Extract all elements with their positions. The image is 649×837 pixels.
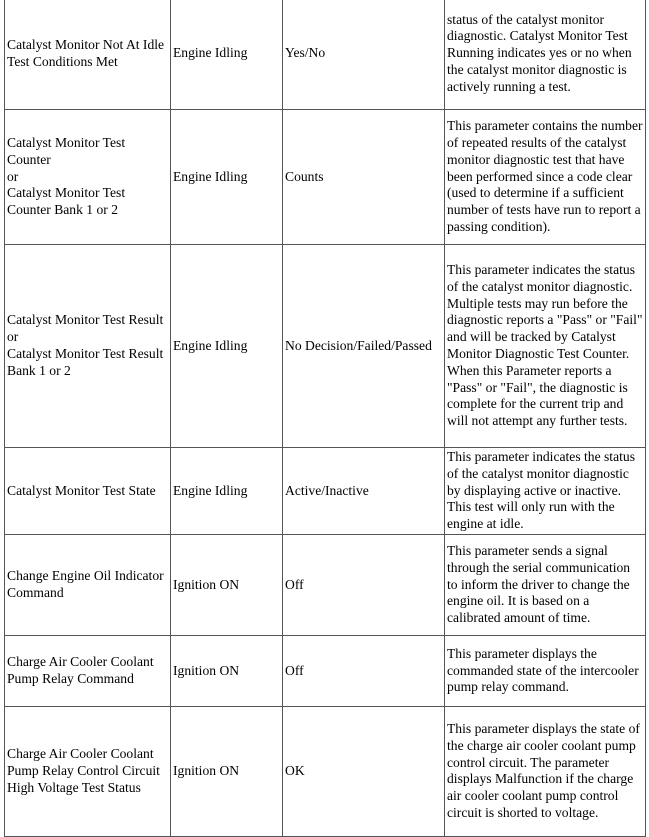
condition-cell: Ignition ON: [171, 707, 283, 837]
values-cell: Counts: [283, 110, 445, 245]
description-cell: This parameter indicates the status of the catalyst monitor diagnostic. Multiple tests may run before the diagnostic reports a "Pass" or "Fail" and will be tracked by Catalyst Monitor Diagnostic Test Counter. When this Parameter reports a "Pass" or "Fail", the diagnostic is complete for the current trip and will not attempt any further tests.: [445, 245, 646, 448]
parameter-name: Charge Air Cooler Coolant Pump Relay Control Circuit High Voltage Test Status: [7, 746, 160, 795]
description-cell: This parameter displays the state of the charge air cooler coolant pump control circuit. The parameter displays Malfunction if the charge air cooler coolant pump control circuit is shorted to voltage.: [445, 707, 646, 837]
parameter-name-alt: Catalyst Monitor Test Counter Bank 1 or 2: [7, 185, 126, 218]
parameter-name-or: or: [7, 329, 19, 345]
parameter-name: Charge Air Cooler Coolant Pump Relay Command: [7, 654, 154, 686]
parameter-name: Catalyst Monitor Not At Idle Test Conditions Met: [7, 36, 165, 69]
condition-cell: Engine Idling: [171, 245, 283, 448]
parameter-name-cell: [5, 636, 171, 707]
description-cell: This parameter sends a signal through the serial communication to inform the driver to change the engine oil. It is based on a calibrated amount of time.: [445, 535, 646, 636]
table-row: [5, 0, 646, 110]
parameter-name-cell: [5, 0, 171, 110]
parameter-name-alt: Catalyst Monitor Test Result Bank 1 or 2: [7, 346, 164, 378]
parameter-name: Catalyst Monitor Test State: [7, 482, 156, 498]
parameter-name-cell: [5, 448, 171, 535]
condition-cell: Engine Idling: [171, 448, 283, 535]
parameter-name: Catalyst Monitor Test Result: [7, 312, 164, 328]
condition-cell: Engine Idling: [171, 110, 283, 245]
parameter-name: Catalyst Monitor Test Counter: [7, 135, 126, 167]
parameter-name-cell: [5, 535, 171, 636]
parameter-table: [4, 0, 646, 837]
values-cell: Off: [283, 636, 445, 707]
parameter-name-cell: [5, 707, 171, 837]
description-cell: status of the catalyst monitor diagnostic. Catalyst Monitor Test Running indicates yes or no when the catalyst monitor diagnostic is actively running a test.: [445, 0, 646, 110]
table-row: [5, 245, 646, 448]
parameter-name-cell: [5, 110, 171, 245]
table-row: [5, 636, 646, 707]
condition-cell: Ignition ON: [171, 535, 283, 636]
values-cell: OK: [283, 707, 445, 837]
table-row: [5, 535, 646, 636]
document-page: [4, 0, 645, 820]
parameter-name: Change Engine Oil Indicator Command: [7, 568, 164, 600]
condition-cell: Engine Idling: [171, 0, 283, 110]
parameter-name-cell: [5, 245, 171, 448]
description-cell: This parameter contains the number of repeated results of the catalyst monitor diagnostic test that have been performed since a code clear (used to determine if a sufficient number of tests have run to report a passing condition).: [445, 110, 646, 245]
values-cell: No Decision/Failed/Passed: [283, 245, 445, 448]
table-row: [5, 110, 646, 245]
description-cell: This parameter indicates the status of the catalyst monitor diagnostic by displaying active or inactive. This test will only run with the engine at idle.: [445, 448, 646, 535]
condition-cell: Ignition ON: [171, 636, 283, 707]
table-row: [5, 448, 646, 535]
parameter-name-or: or: [7, 168, 19, 184]
values-cell: Off: [283, 535, 445, 636]
values-cell: Yes/No: [283, 0, 445, 110]
values-cell: Active/Inactive: [283, 448, 445, 535]
description-cell: This parameter displays the commanded state of the intercooler pump relay command.: [445, 636, 646, 707]
table-row: [5, 707, 646, 837]
